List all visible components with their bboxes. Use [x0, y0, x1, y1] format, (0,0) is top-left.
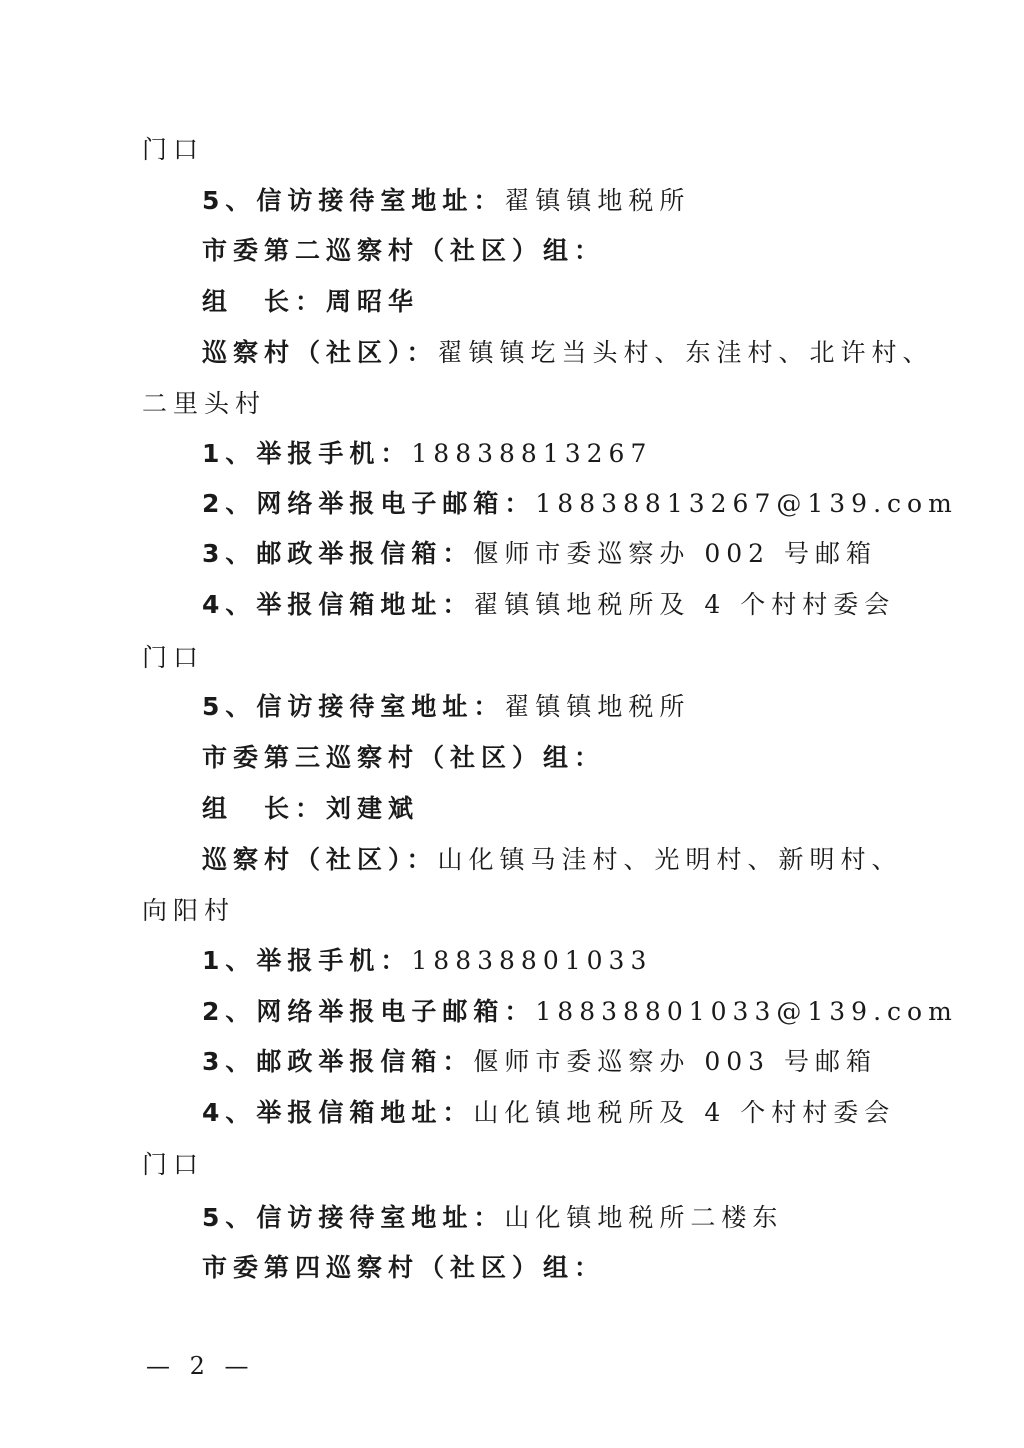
- text-line: 二里头村: [142, 389, 267, 418]
- text-line: 巡察村（社区）：山化镇马洼村、光明村、新明村、: [202, 845, 903, 874]
- text-line: 3、邮政举报信箱：偃师市委巡察办 002 号邮箱: [202, 539, 878, 568]
- text-line: 向阳村: [142, 896, 236, 925]
- text-line: 5、信访接待室地址：山化镇地税所二楼东: [202, 1203, 784, 1232]
- text-line: 组 长：刘建斌: [202, 794, 420, 823]
- page-number: — 2 —: [146, 1352, 255, 1380]
- section-heading: 市委第三巡察村（社区）组：: [202, 743, 606, 772]
- text-line: 门口: [142, 1150, 205, 1179]
- text-line: 5、信访接待室地址：翟镇镇地税所: [202, 692, 691, 721]
- text-line: 门口: [142, 643, 205, 672]
- text-line: 4、举报信箱地址：山化镇地税所及 4 个村村委会: [202, 1098, 896, 1127]
- text-line: 组 长：周昭华: [202, 287, 420, 316]
- text-line: 门口: [142, 135, 205, 164]
- text-line: 2、网络举报电子邮箱：18838801033@139.com: [202, 997, 958, 1026]
- text-line: 4、举报信箱地址：翟镇镇地税所及 4 个村村委会: [202, 590, 896, 619]
- section-heading: 市委第二巡察村（社区）组：: [202, 236, 606, 265]
- text-line: 1、举报手机：18838801033: [202, 946, 653, 975]
- text-line: 1、举报手机：18838813267: [202, 439, 653, 468]
- text-line: 5、信访接待室地址：翟镇镇地税所: [202, 186, 691, 215]
- text-line: 巡察村（社区）：翟镇镇圪当头村、东洼村、北许村、: [202, 338, 934, 367]
- text-line: 2、网络举报电子邮箱：18838813267@139.com: [202, 489, 958, 518]
- section-heading: 市委第四巡察村（社区）组：: [202, 1253, 606, 1282]
- text-line: 3、邮政举报信箱：偃师市委巡察办 003 号邮箱: [202, 1047, 878, 1076]
